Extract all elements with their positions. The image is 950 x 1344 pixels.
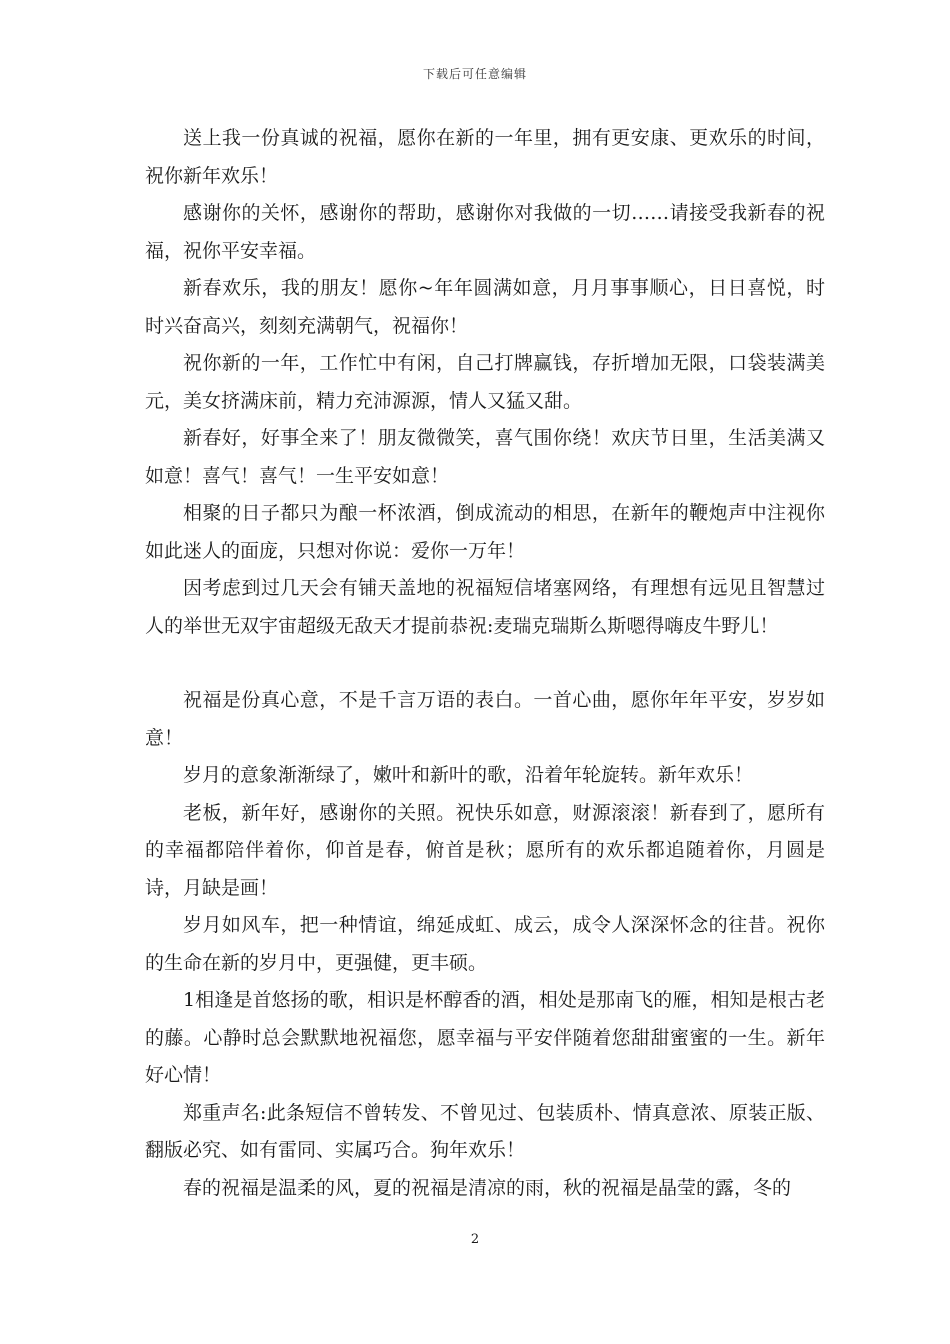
paragraph: 岁月的意象渐渐绿了，嫩叶和新叶的歌，沿着年轮旋转。新年欢乐！ (183, 764, 754, 786)
paragraph: 岁月如风车，把一种情谊，绵延成虹、成云，成令人深深怀念的往昔。祝你的生命在新的岁月中，更强健，更丰硕。 (145, 914, 825, 974)
page-number: 2 (470, 1232, 480, 1247)
paragraph: 郑重声名:此条短信不曾转发、不曾见过、包装质朴、情真意浓、原装正版、翻版必究、如有雷同、实属巧合。狗年欢乐！ (145, 1101, 825, 1161)
paragraph: 因考虑到过几天会有铺天盖地的祝福短信堵塞网络，有理想有远见且智慧过人的举世无双宇宙超级无敌天才提前恭祝:麦瑞克瑞斯么斯嗯得嗨皮牛野儿！ (145, 577, 825, 637)
document-body (145, 120, 825, 1207)
paragraph: 老板，新年好，感谢你的关照。祝快乐如意，财源滚滚！新春到了，愿所有的幸福都陪伴着你，仰首是春，俯首是秋；愿所有的欢乐都追随着你，月圆是诗，月缺是画！ (145, 801, 825, 899)
paragraph: 送上我一份真诚的祝福，愿你在新的一年里，拥有更安康、更欢乐的时间，祝你新年欢乐！ (145, 127, 825, 187)
paragraph: 祝你新的一年，工作忙中有闲，自己打牌赢钱，存折增加无限，口袋装满美元，美女挤满床前，精力充沛源源，情人又猛又甜。 (145, 352, 825, 412)
paragraph: 感谢你的关怀，感谢你的帮助，感谢你对我做的一切……请接受我新春的祝福，祝你平安幸福。 (145, 202, 825, 262)
paragraph: 新春好，好事全来了！朋友微微笑，喜气围你绕！欢庆节日里，生活美满又如意！喜气！喜气！一生平安如意！ (145, 427, 825, 487)
page-header: 下载后可任意编辑 (422, 67, 527, 81)
blank-line (145, 645, 825, 682)
paragraph: 祝福是份真心意，不是千言万语的表白。一首心曲，愿你年年平安，岁岁如意！ (145, 689, 825, 749)
paragraph: 相聚的日子都只为酿一杯浓酒，倒成流动的相思，在新年的鞭炮声中注视你如此迷人的面庞，只想对你说：爱你一万年！ (145, 502, 825, 562)
paragraph: 春的祝福是温柔的风，夏的祝福是清凉的雨，秋的祝福是晶莹的露，冬的 (183, 1176, 792, 1199)
paragraph: 新春欢乐，我的朋友！愿你~年年圆满如意，月月事事顺心，日日喜悦，时时兴奋高兴，刻刻充满朝气，祝福你！ (145, 277, 825, 337)
paragraph: 1相逢是首悠扬的歌，相识是杯醇香的酒，相处是那南飞的雁，相知是根古老的藤。心静时总会默默地祝福您，愿幸福与平安伴随着您甜甜蜜蜜的一生。新年好心情！ (145, 989, 825, 1086)
